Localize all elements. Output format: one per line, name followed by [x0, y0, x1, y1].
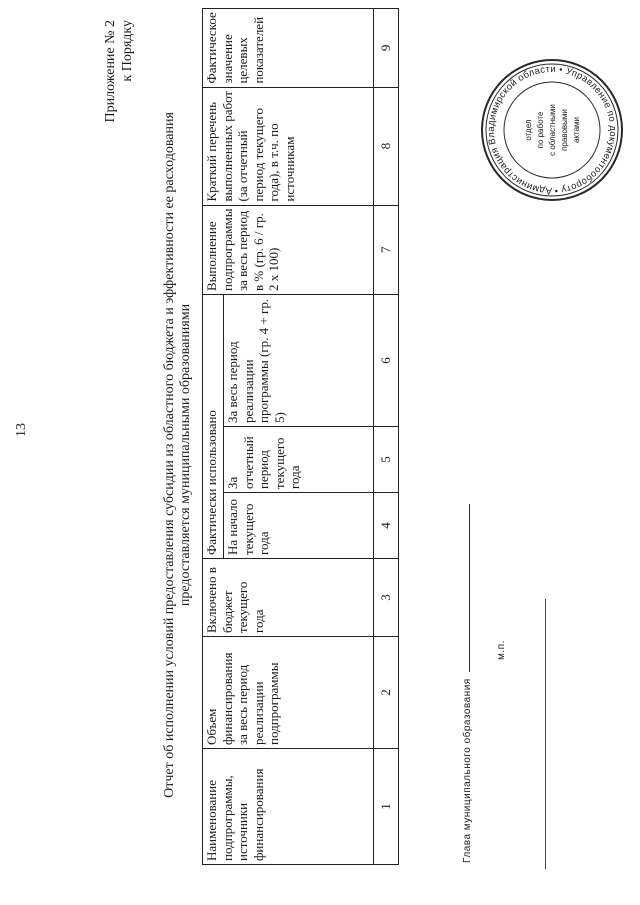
header-budget-current-year: Включено в бюджет текущего года [203, 559, 374, 637]
header-actually-used: Фактически использовано [203, 295, 224, 559]
column-number: 8 [374, 87, 399, 205]
header-start-of-year: На начало текущего года [224, 493, 374, 559]
official-stamp-icon [479, 57, 625, 203]
column-number: 6 [374, 295, 399, 427]
seal-place-label: м.п. [496, 640, 507, 660]
signature-line [469, 504, 470, 672]
header-reporting-period: За отчетный период текущего года [224, 427, 374, 493]
signature-label: Глава муниципального образования [462, 678, 473, 863]
stamp-inner-line: отдел [524, 119, 533, 141]
header-whole-period: За весь период реализации программы (гр. 4 + гр. 5) [224, 295, 374, 427]
signature-block [462, 504, 473, 863]
report-table [202, 8, 399, 865]
appendix-note [102, 20, 136, 123]
column-number: 5 [374, 427, 399, 493]
header-row-1 [203, 9, 224, 865]
stamp-outer-text: Администрация Владимирской области • Управление по документообороту • [485, 63, 619, 197]
column-number: 7 [374, 205, 399, 294]
header-subprogram: Наименование подпрограммы, источники финансирования [203, 749, 374, 865]
appendix-line-2: к Порядку [120, 20, 135, 82]
header-works-list: Краткий перечень выполненных работ (за отчетный период текущего года), в т.ч. по источникам [203, 87, 374, 205]
header-execution-percent: Выполнение подпрограммы за весь период в % (гр. 6 / гр. 2 x 100) [203, 205, 374, 294]
column-number: 4 [374, 493, 399, 559]
header-target-indicators: Фактическое значение целевых показателей [203, 9, 374, 87]
stamp-inner-line: актами [572, 116, 581, 144]
divider-line [545, 599, 546, 869]
column-number: 3 [374, 559, 399, 637]
appendix-line-1: Приложение № 2 [103, 20, 118, 123]
title-line-2: предоставляется муниципальными образованиями [178, 303, 193, 607]
column-number: 9 [374, 9, 399, 87]
stamp-inner-line: с областными [548, 104, 557, 156]
column-number: 2 [374, 637, 399, 749]
page-number: 13 [14, 423, 29, 437]
column-number: 1 [374, 749, 399, 865]
stamp-inner-line: по работе [536, 111, 545, 149]
header-financing-volume: Объем финансирования за весь период реализации подпрограммы [203, 637, 374, 749]
title-line-1: Отчет об исполнении условий предоставления субсидии из областного бюджета и эффективности ее расходования [162, 112, 177, 798]
stamp-inner-line: правовыми [560, 109, 569, 151]
column-numbers-row [374, 9, 399, 865]
report-title [162, 45, 194, 865]
